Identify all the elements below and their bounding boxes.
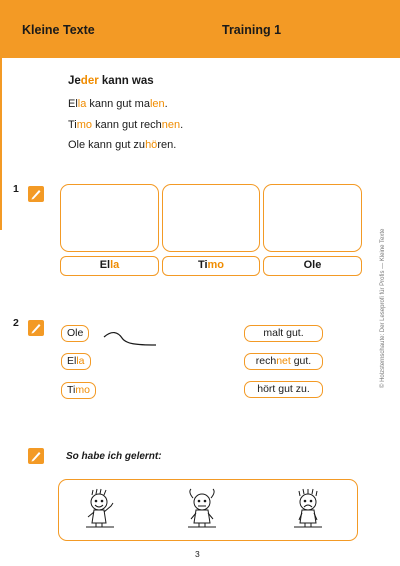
sad-face-icon[interactable] <box>288 486 328 530</box>
sentence-3: Ole kann gut zuhören. <box>68 139 177 151</box>
copyright-note: © Holzsternschaute: Der Leseprofi für Profis — Kleine Texte <box>380 228 386 388</box>
header-title: Kleine Texte <box>22 23 95 37</box>
neutral-face-icon[interactable] <box>182 486 222 530</box>
task-number-2: 2 <box>13 317 19 329</box>
sentence-2: Timo kann gut rechnen. <box>68 119 184 131</box>
match-left-ella[interactable]: Ella <box>61 353 91 370</box>
match-right-3[interactable]: hört gut zu. <box>244 381 323 398</box>
drawing-box-ella[interactable] <box>60 184 159 252</box>
page-number: 3 <box>195 549 200 559</box>
pencil-icon <box>28 186 44 202</box>
name-label-ella: Ella <box>60 256 159 276</box>
sentence-1: Ella kann gut malen. <box>68 98 168 110</box>
match-right-1[interactable]: malt gut. <box>244 325 323 342</box>
drawing-box-timo[interactable] <box>162 184 260 252</box>
name-label-timo: Timo <box>162 256 260 276</box>
margin-line <box>0 58 2 230</box>
happy-face-icon[interactable] <box>80 486 120 530</box>
text-title: Jeder kann was <box>68 75 154 87</box>
connecting-line <box>100 326 160 350</box>
task-number-1: 1 <box>13 183 19 195</box>
name-label-ole: Ole <box>263 256 362 276</box>
pencil-icon <box>28 320 44 336</box>
match-right-2[interactable]: rechnet gut. <box>244 353 323 370</box>
match-left-timo[interactable]: Timo <box>61 382 96 399</box>
match-left-ole[interactable]: Ole <box>61 325 89 342</box>
learned-label: So habe ich gelernt: <box>66 451 162 462</box>
pencil-icon <box>28 448 44 464</box>
drawing-box-ole[interactable] <box>263 184 362 252</box>
header-training: Training 1 <box>222 23 282 37</box>
